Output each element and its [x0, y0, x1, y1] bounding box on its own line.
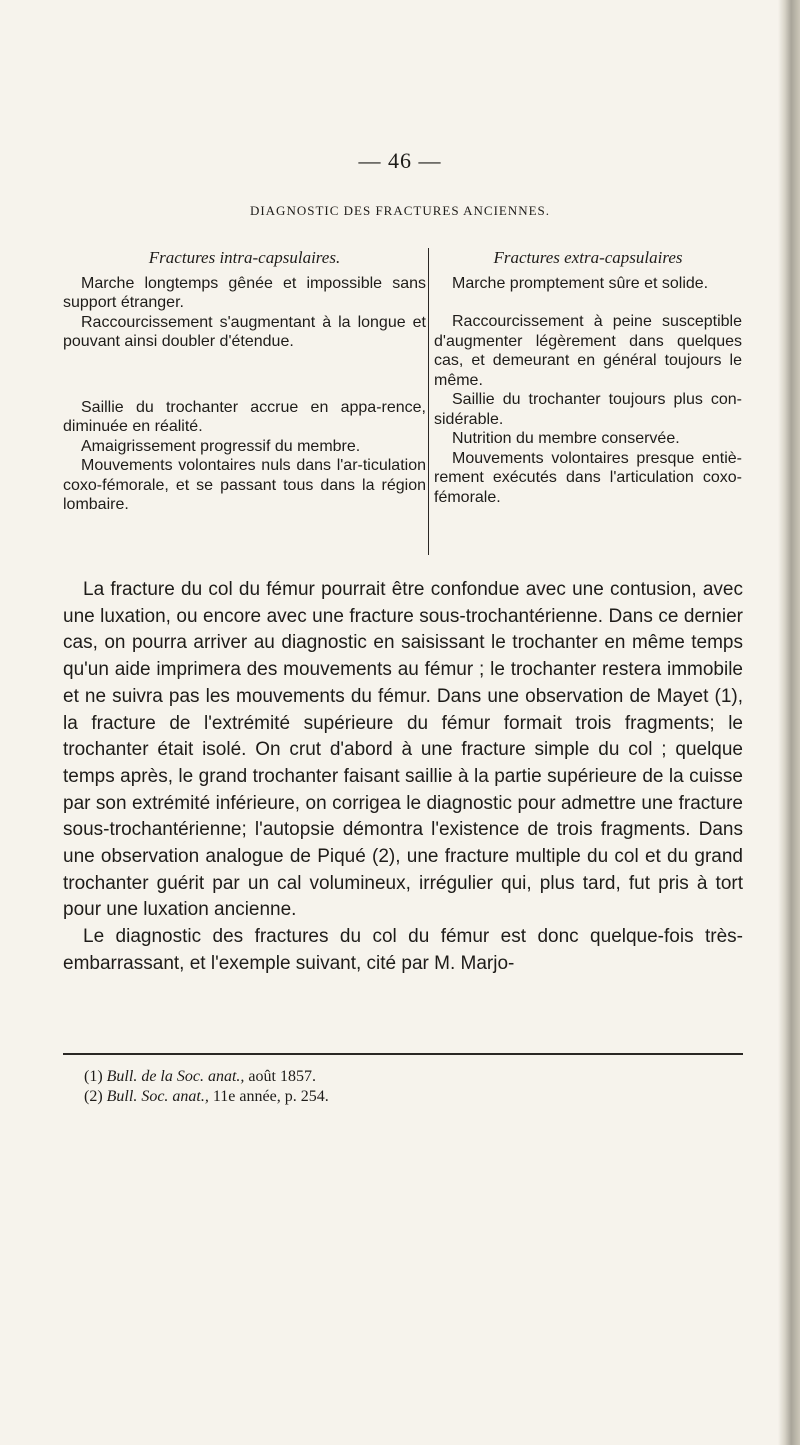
- right-column-heading: Fractures extra-capsulaires: [493, 248, 683, 267]
- right-item-gait: Marche promptement sûre et solide.: [452, 274, 709, 292]
- body-paragraph: La fracture du col du fémur pourrait être confondue avec une contusion, avec une luxation, ou encore avec une fracture sous-trochantérienne. Dans ce dernier cas, on pourra arriver au diagnostic en saisissant le trochanter en même temps qu'un aide imprimera des mouvements au fémur ; le trochanter restera immobile et ne suivra pas les mouvements du fémur. Dans une observation de Mayet (1), la fracture de l'extrémité supérieure du fémur formait trois fragments; le trochanter était isolé. On crut d'abord à une fracture simple du col ; quelque temps après, le grand trochanter faisant saillie à la partie supérieure de la cuisse par son extrémité inférieure, on corrigea le diagnostic pour admettre une fracture sous-trochantérienne; l'autopsie démontra l'existence de trois fragments. Dans une observation analogue de Piqué (2), une fracture multiple du col et du grand trochanter guérit par un cal volumineux, irrégulier qui, plus tard, fut pris à tort pour une luxation ancienne.: [63, 579, 743, 921]
- right-item-nutrition: Nutrition du membre conservée.: [452, 430, 680, 447]
- footnote-number: (2): [84, 1088, 103, 1105]
- body-text: [63, 577, 743, 978]
- footnote-detail: août 1857.: [248, 1068, 316, 1085]
- footnote: [84, 1067, 724, 1087]
- footnote-detail: 11e année, p. 254.: [212, 1088, 329, 1105]
- left-item-shortening: Raccourcissement s'augmentant à la longue et pouvant ainsi doubler d'étendue.: [63, 313, 426, 350]
- running-head: DIAGNOSTIC DES FRACTURES ANCIENNES.: [249, 203, 551, 218]
- right-column: [434, 248, 742, 507]
- right-item-trochanter: Saillie du trochanter toujours plus con-sidérable.: [434, 391, 742, 428]
- right-item-shortening: Raccourcissement à peine susceptible d'augmenter légèrement dans quelques cas, et demeurant en général toujours le même.: [434, 313, 742, 389]
- footnote-reference: Bull. Soc. anat.,: [106, 1088, 209, 1105]
- left-column: [63, 248, 426, 515]
- footnote: [84, 1087, 724, 1107]
- right-item-movements: Mouvements volontaires presque entiè-rement exécutés dans l'articulation coxo-fémorale.: [434, 449, 742, 506]
- footnote-rule: [63, 1053, 743, 1055]
- body-paragraph: Le diagnostic des fractures du col du fémur est donc quelque-fois très-embarrassant, et l'exemple suivant, cité par M. Marjo-: [63, 926, 743, 974]
- footnote-number: (1): [84, 1068, 103, 1085]
- left-item-nutrition: Amaigrissement progressif du membre.: [81, 437, 361, 455]
- left-item-movements: Mouvements volontaires nuls dans l'ar-ticulation coxo-fémorale, et se passant tous dans la région lombaire.: [63, 457, 426, 513]
- left-column-heading: Fractures intra-capsulaires.: [148, 248, 341, 267]
- left-item-trochanter: Saillie du trochanter accrue en appa-rence, diminuée en réalité.: [63, 398, 426, 435]
- column-divider: [428, 248, 429, 555]
- footnote-reference: Bull. de la Soc. anat.,: [106, 1068, 245, 1085]
- left-item-gait: Marche longtemps gênée et impossible sans support étranger.: [63, 274, 426, 311]
- footnotes: [84, 1067, 724, 1107]
- page-number: — 46 —: [358, 148, 442, 173]
